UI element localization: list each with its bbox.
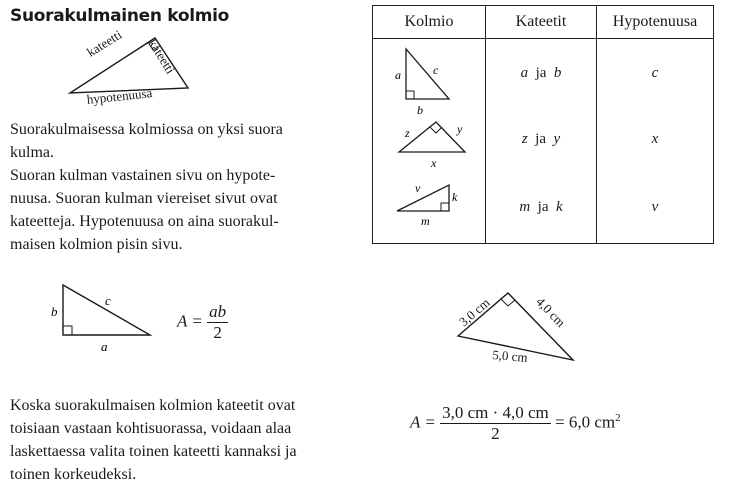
text-line: toisiaan vastaan kohtisuorassa, voidaan alaa	[10, 420, 292, 437]
legs-cell: m ja k	[486, 171, 597, 244]
label-b: b	[417, 103, 423, 117]
intro-leg-left-label: kateetti	[84, 26, 125, 60]
label-y: y	[457, 122, 463, 136]
text-line: toinen korkeudeksi.	[10, 466, 137, 483]
label-k: k	[452, 190, 458, 204]
text-line: Suoran kulman vastainen sivu on hypote-	[10, 167, 276, 184]
explanation-paragraph	[10, 394, 360, 486]
hypotenuse-cell: x	[597, 107, 714, 171]
definition-paragraph	[10, 118, 355, 256]
text-line: nuusa. Suoran kulman viereiset sivut ovat	[10, 190, 278, 207]
side-label-3cm: 3,0 cm	[456, 294, 493, 330]
header-hypotenuusa: Hypotenuusa	[597, 6, 714, 39]
legs-cell: a ja b	[486, 39, 597, 108]
table-row	[373, 107, 714, 171]
label-c: c	[433, 63, 439, 77]
label-x: x	[431, 156, 437, 170]
label-m: m	[421, 214, 430, 228]
triangle-cell	[373, 171, 486, 244]
side-label-4cm: 4,0 cm	[533, 294, 569, 330]
formula-fraction	[207, 302, 228, 343]
table-header-row	[373, 6, 714, 39]
table-row	[373, 39, 714, 108]
text-line: kateetteja. Hypotenuusa on aina suorakul-	[10, 213, 279, 230]
example-numerator: 3,0 cm · 4,0 cm	[442, 403, 549, 422]
intro-hypotenuse-label: hypotenuusa	[86, 85, 153, 107]
formula-denominator: 2	[213, 323, 222, 342]
table-row	[373, 171, 714, 244]
text-line: laskettaessa valita toinen kateetti kannaksi ja	[10, 443, 297, 460]
label-b: b	[51, 304, 58, 319]
hypotenuse-cell: v	[597, 171, 714, 244]
area-formula	[177, 302, 228, 343]
label-c: c	[105, 293, 111, 308]
example-lhs: A =	[410, 412, 436, 432]
example-fraction	[440, 403, 551, 444]
label-a: a	[395, 68, 401, 82]
label-v: v	[415, 181, 421, 195]
text-line: maisen kolmion pisin sivu.	[10, 236, 183, 253]
header-kateetit: Kateetit	[486, 6, 597, 39]
label-z: z	[405, 126, 410, 140]
triangle-abc	[379, 41, 479, 117]
formula-lhs: A =	[177, 311, 203, 331]
text-line: kulma.	[10, 144, 54, 161]
triangle-vkm	[379, 171, 479, 239]
intro-leg-right-label: kateetti	[145, 36, 179, 77]
text-line: Suorakulmaisessa kolmiossa on yksi suora	[10, 121, 283, 138]
triangle-zyx	[379, 105, 479, 170]
header-kolmio: Kolmio	[373, 6, 486, 39]
label-a: a	[101, 339, 108, 354]
text-line: Koska suorakulmaisen kolmion kateetit ovat	[10, 397, 296, 414]
area-triangle-figure	[45, 280, 165, 355]
page-title: Suorakulmainen kolmio	[10, 6, 230, 26]
hypotenuse-cell: c	[597, 39, 714, 108]
example-result: = 6,0 cm	[555, 412, 616, 432]
triangle-table	[372, 5, 714, 244]
example-denominator: 2	[491, 424, 500, 443]
example-exponent: 2	[615, 411, 621, 424]
example-formula	[410, 403, 621, 444]
legs-cell: z ja y	[486, 107, 597, 171]
triangle-cell	[373, 107, 486, 171]
side-label-5cm: 5,0 cm	[491, 347, 529, 366]
triangle-cell	[373, 39, 486, 117]
formula-numerator: ab	[209, 302, 227, 321]
